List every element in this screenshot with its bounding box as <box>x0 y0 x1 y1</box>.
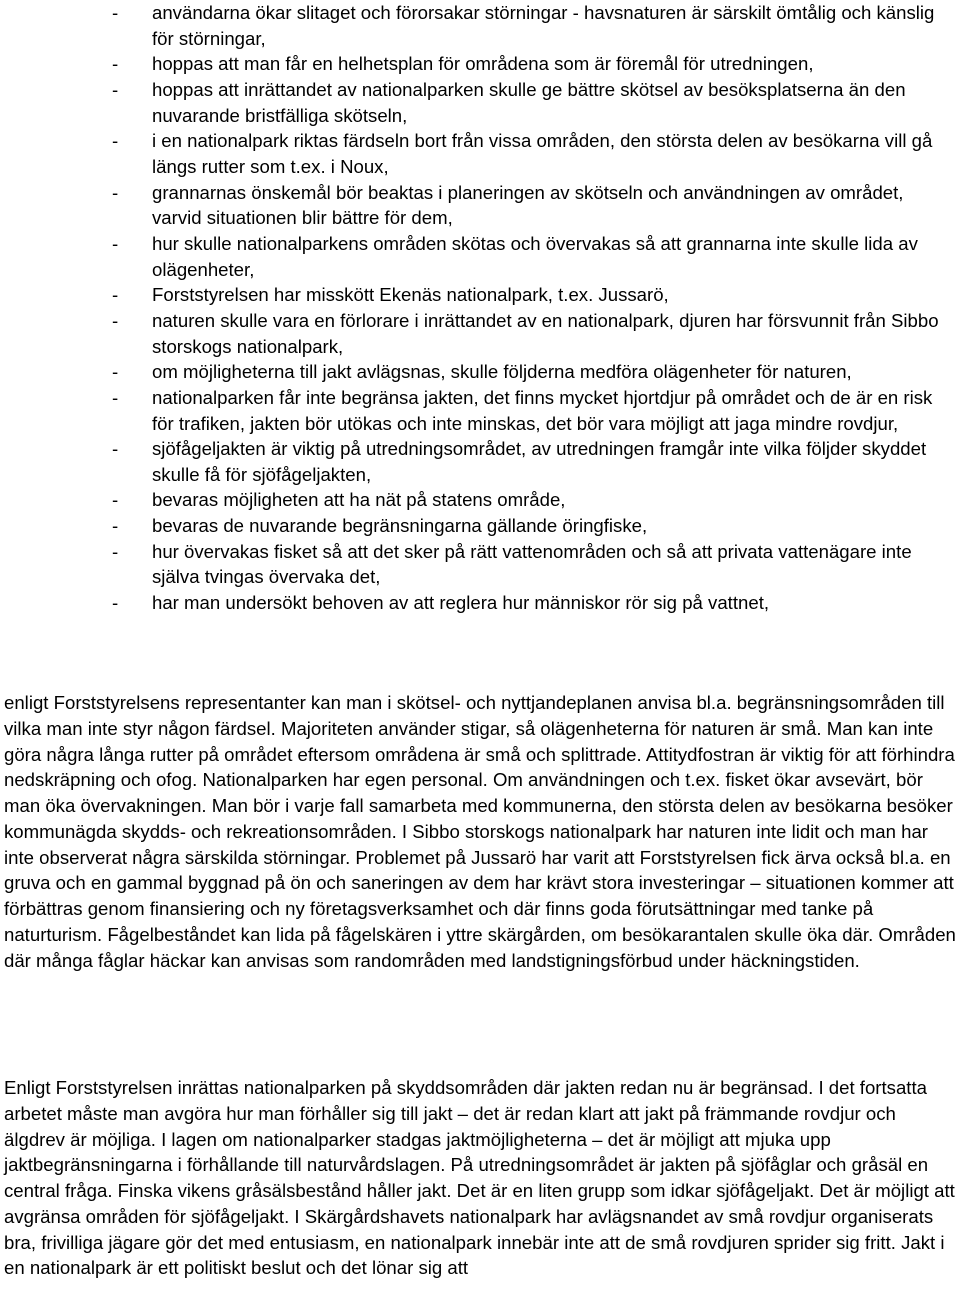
bullet-text: bevaras de nuvarande begränsningarna gällande öringfiske, <box>152 515 648 537</box>
bullet-text: har man undersökt behoven av att reglera hur människor rör sig på vattnet, <box>152 592 770 614</box>
list-item <box>0 128 960 179</box>
bullet-text: hoppas att man får en helhetsplan för områdena som är föremål för utredningen, <box>152 53 814 75</box>
bullet-dash: - <box>112 78 119 100</box>
bullet-dash: - <box>112 515 119 537</box>
list-item <box>0 282 960 308</box>
bullet-dash: - <box>112 284 119 306</box>
bullet-dash: - <box>112 361 119 383</box>
bullet-dash: - <box>112 592 119 614</box>
bullet-text: nationalparken får inte begränsa jakten, det finns mycket hjortdjur på området och de är en risk för trafiken, jakten bör utökas och inte minskas, det bör vara möjligt att jaga mindre rovdjur, <box>152 386 933 434</box>
bullet-text: naturen skulle vara en förlorare i inrättandet av en nationalpark, djuren har försvunnit från Sibbo storskogs nationalpark, <box>152 309 939 357</box>
list-item <box>0 180 960 231</box>
bullet-dash: - <box>112 489 119 511</box>
body-paragraph: enligt Forststyrelsens representanter kan man i skötsel- och nyttjandeplanen anvisa bl.a. begränsningsområden till vilka man inte styr någon färdsel. Majoriteten använder stigar, så olägenheterna för naturen är små. Man kan inte göra några långa rutter på området eftersom områdena är små och splittrade. Attitydfostran är viktig för att förhindra nedskräpning och ofog. Nationalparken har egen personal. Om användningen och t.ex. fisket ökar avsevärt, bör man öka övervakningen. Man bör i varje fall samarbeta med kommunerna, den största delen av besökarna besöker kommunägda skydds- och rekreationsområden. I Sibbo storskogs nationalpark har naturen inte lidit och man har inte observerat några särskilda störningar. Problemet på Jussarö har varit att Forststyrelsen fick ärva också bl.a. en gruva och en gammal byggnad på ön och saneringen av dem har krävt stora investeringar – situationen kommer att förbättras genom finansiering och ny företagsverksamhet och där finns goda förutsättningar med tanke på naturturism. Fågelbeståndet kan lida på fågelskären i yttre skärgården, om besökarantalen skulle öka där. Områden där många fåglar häckar kan anvisas som randområden med landstigningsförbud under häckningstiden. <box>4 692 956 971</box>
list-item <box>0 359 960 385</box>
bullet-text: bevaras möjligheten att ha nät på statens område, <box>152 489 566 511</box>
bullet-text: i en nationalpark riktas färdseln bort från vissa områden, den största delen av besökarna vill gå längs rutter som t.ex. i Noux, <box>152 130 933 177</box>
bullet-dash: - <box>112 232 119 254</box>
bullet-dash: - <box>112 540 119 562</box>
bullet-text: hoppas att inrättandet av nationalparken skulle ge bättre skötsel av besöksplatserna än den nuvarande bristfälliga skötseln, <box>152 78 906 126</box>
list-item <box>0 539 960 590</box>
bullet-dash: - <box>112 181 119 203</box>
bullet-text: grannarnas önskemål bör beaktas i planeringen av skötseln och användningen av området, varvid situationen blir bättre för dem, <box>152 181 904 229</box>
bullet-dash: - <box>112 53 119 75</box>
list-item <box>0 487 960 513</box>
list-item <box>0 51 960 77</box>
list-item <box>0 308 960 359</box>
body-paragraph: Enligt Forststyrelsen inrättas nationalparken på skyddsområden där jakten redan nu är begränsad. I det fortsatta arbetet måste man avgöra hur man förhåller sig till jakt – det är redan klart att jakt på främmande rovdjur och älgdrev är möjliga. I lagen om nationalparker stadgas jaktmöjligheterna – det är möjligt att mjuka upp jaktbegränsningarna i förhållande till naturvårdslagen. På utredningsområdet är jakten på sjöfåglar och gråsäl en central fråga. Finska vikens gråsälsbestånd håller jakt. Det är en liten grupp som idkar sjöfågeljakt. Det är möjligt att avgränsa områden för sjöfågeljakt. I Skärgårdshavets nationalpark har avlägsnandet av små rovdjur organiserats bra, frivilliga jägare gör det med entusiasm, en nationalpark innebär inte att de små rovdjuren sprider sig fritt. Jakt i en nationalpark är ett politiskt beslut och det lönar sig att <box>4 1077 955 1279</box>
bullet-text: användarna ökar slitaget och förorsakar störningar - havsnaturen är särskilt ömtålig och känslig för störningar, <box>152 2 935 49</box>
bullet-dash: - <box>112 386 119 408</box>
bullet-text: Forststyrelsen har misskött Ekenäs nationalpark, t.ex. Jussarö, <box>152 284 669 306</box>
list-item <box>0 385 960 436</box>
bullet-list <box>0 0 960 616</box>
list-item <box>0 0 960 51</box>
bullet-text: om möjligheterna till jakt avlägsnas, skulle följderna medföra olägenheter för naturen, <box>152 361 852 383</box>
bullet-dash: - <box>112 130 119 152</box>
list-item <box>0 513 960 539</box>
list-item <box>0 77 960 128</box>
list-item <box>0 231 960 282</box>
list-item <box>0 590 960 616</box>
bullet-text: sjöfågeljakten är viktig på utredningsområdet, av utredningen framgår inte vilka följder skyddet skulle få för sjöfågeljakten, <box>152 438 927 485</box>
bullet-text: hur övervakas fisket så att det sker på rätt vattenområden och så att privata vattenägare inte själva tvingas övervaka det, <box>152 540 912 588</box>
bullet-dash: - <box>112 2 119 23</box>
bullet-dash: - <box>112 438 119 460</box>
bullet-dash: - <box>112 309 119 331</box>
bullet-text: hur skulle nationalparkens områden skötas och övervakas så att grannarna inte skulle lida av olägenheter, <box>152 232 918 280</box>
list-item <box>0 436 960 487</box>
